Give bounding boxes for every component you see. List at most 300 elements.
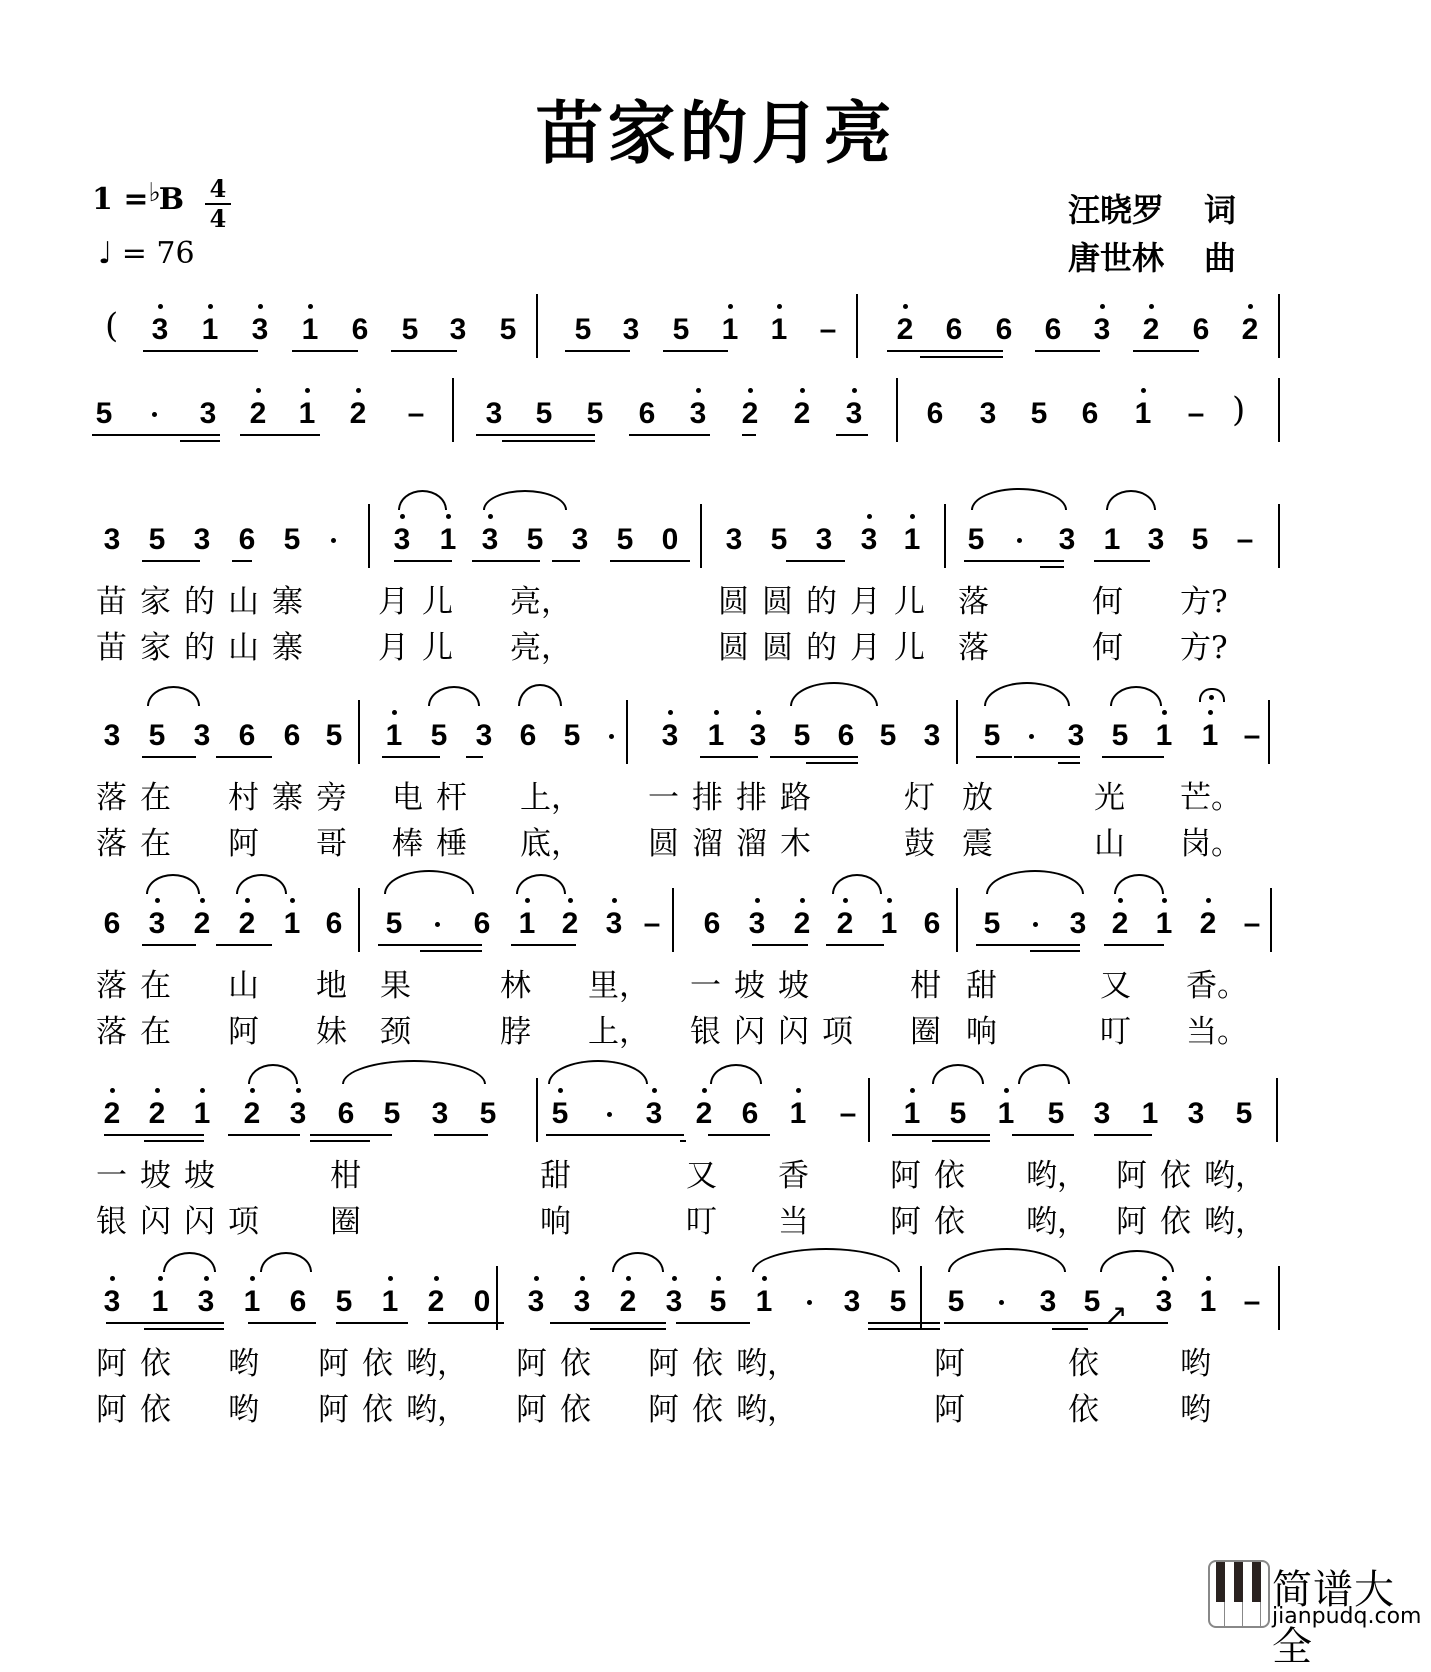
- tempo-value: = 76: [121, 236, 195, 271]
- note: 1: [721, 313, 739, 346]
- note: 2: [561, 907, 579, 940]
- high-octave-dot: [1141, 388, 1146, 393]
- high-octave-dot: [356, 388, 361, 393]
- high-octave-dot: [296, 1088, 301, 1093]
- barline: [1270, 888, 1272, 952]
- beam-underline: [216, 944, 272, 946]
- slur-arc: [342, 1060, 486, 1084]
- high-octave-dot: [1208, 710, 1213, 715]
- note: 1: [298, 397, 316, 430]
- lyric-syllable: 何: [1092, 584, 1123, 620]
- barline: [920, 1266, 922, 1330]
- high-octave-dot: [903, 304, 908, 309]
- beam-underline: [826, 944, 884, 946]
- slur-arc: [832, 874, 882, 894]
- beam-underline: [1088, 1322, 1168, 1324]
- lyric-syllable: 亮，: [510, 584, 572, 620]
- dash-extension: –: [1243, 1285, 1261, 1318]
- note: 6: [703, 907, 721, 940]
- lyric-syllable: 棰: [436, 826, 467, 862]
- note: 3: [1067, 719, 1085, 752]
- lyric-syllable: 坡: [778, 968, 809, 1004]
- lyric-syllable: 一: [96, 1158, 127, 1194]
- lyric-syllable: 又: [1100, 968, 1131, 1004]
- note: 2: [619, 1285, 637, 1318]
- slur-arc: [260, 1252, 312, 1272]
- slur-arc: [1110, 686, 1162, 706]
- barline: [856, 294, 858, 358]
- beam-underline: [1040, 566, 1064, 568]
- barline: [956, 700, 958, 764]
- lyric-syllable: 甜: [966, 968, 997, 1004]
- note: 1: [903, 523, 921, 556]
- high-octave-dot: [305, 388, 310, 393]
- high-octave-dot: [155, 1088, 160, 1093]
- lyric-syllable: 苗: [96, 630, 127, 666]
- lyric-syllable: 苗: [96, 584, 127, 620]
- augmentation-dot: [609, 734, 614, 739]
- note: 5: [385, 907, 403, 940]
- lyric-syllable: 旁: [316, 780, 347, 816]
- high-octave-dot: [755, 898, 760, 903]
- credits: [1068, 186, 1236, 282]
- beam-underline: [502, 440, 595, 442]
- note: 1: [1141, 1097, 1159, 1130]
- note: 3: [1093, 313, 1111, 346]
- lyric-syllable: 妹: [316, 1014, 347, 1050]
- lyric-syllable: 依: [362, 1346, 393, 1382]
- slur-arc: [483, 490, 567, 510]
- beam-underline: [1014, 756, 1080, 758]
- lyric-syllable: 阿: [318, 1392, 349, 1428]
- note: 5: [551, 1097, 569, 1130]
- piano-keys-icon: [1208, 1560, 1270, 1628]
- slur-arc: [146, 874, 200, 894]
- note: 6: [995, 313, 1013, 346]
- beam-underline: [232, 560, 252, 562]
- beam-underline: [1035, 350, 1100, 352]
- lyric-syllable: 哥: [316, 826, 347, 862]
- beam-underline: [806, 762, 858, 764]
- slur-arc: [248, 1064, 298, 1084]
- note: 3: [1093, 1097, 1111, 1130]
- beam-underline: [180, 440, 220, 442]
- slur-arc: [971, 488, 1067, 510]
- barline: [1276, 1078, 1278, 1142]
- high-octave-dot: [258, 304, 263, 309]
- tempo-marking: [98, 236, 195, 271]
- beam-underline: [92, 434, 220, 436]
- beam-underline: [887, 350, 1003, 352]
- slur-arc: [710, 1064, 762, 1084]
- barline: [358, 888, 360, 952]
- lyric-syllable: 圆: [762, 630, 793, 666]
- beam-underline: [292, 350, 358, 352]
- note: 5: [770, 523, 788, 556]
- beam-underline: [476, 434, 595, 436]
- note: 3: [1187, 1097, 1205, 1130]
- note: 3: [393, 523, 411, 556]
- beam-underline: [104, 1134, 204, 1136]
- lyric-syllable: 哟，: [406, 1346, 468, 1382]
- beam-underline: [336, 1322, 408, 1324]
- note: 2: [836, 907, 854, 940]
- high-octave-dot: [110, 1088, 115, 1093]
- beam-underline: [143, 350, 258, 352]
- note: 3: [845, 397, 863, 430]
- lyric-syllable: 闪: [184, 1204, 215, 1240]
- note: 2: [741, 397, 759, 430]
- lyric-syllable: 圆: [718, 630, 749, 666]
- lyric-syllable: 方?: [1180, 584, 1228, 620]
- augmentation-dot: [607, 1112, 612, 1117]
- lyric-syllable: 当。: [1186, 1014, 1248, 1050]
- beam-underline: [310, 1140, 370, 1142]
- lyric-syllable: 排: [736, 780, 767, 816]
- lyric-syllable: 寨: [272, 584, 303, 620]
- note: 6: [837, 719, 855, 752]
- beam-underline: [590, 1328, 666, 1330]
- note: 2: [793, 397, 811, 430]
- note: 1: [385, 719, 403, 752]
- augmentation-dot: [1033, 922, 1038, 927]
- beam-underline: [142, 756, 196, 758]
- note: 5: [1111, 719, 1129, 752]
- barline: [672, 888, 674, 952]
- note: 6: [103, 907, 121, 940]
- note: 3: [148, 907, 166, 940]
- high-octave-dot: [392, 710, 397, 715]
- note: 6: [519, 719, 537, 752]
- note: 3: [431, 1097, 449, 1130]
- slur-arc: [1114, 874, 1164, 894]
- beam-underline: [610, 560, 690, 562]
- beam-underline: [1052, 1328, 1088, 1330]
- key-prefix: 1 =: [92, 182, 149, 217]
- note: 3: [979, 397, 997, 430]
- lyric-syllable: 阿: [318, 1346, 349, 1382]
- barline: [944, 504, 946, 568]
- composer-role: 曲: [1204, 239, 1237, 277]
- lyric-syllable: 依: [560, 1346, 591, 1382]
- note: 2: [243, 1097, 261, 1130]
- beam-underline: [770, 756, 858, 758]
- barline: [1268, 700, 1270, 764]
- high-octave-dot: [446, 514, 451, 519]
- note: 1: [880, 907, 898, 940]
- lyric-syllable: 依: [934, 1204, 965, 1240]
- note: 5: [983, 719, 1001, 752]
- lyric-syllable: 底，: [520, 826, 582, 862]
- time-signature: [205, 176, 231, 232]
- beam-underline: [1094, 1134, 1152, 1136]
- note: 3: [197, 1285, 215, 1318]
- lyric-syllable: 哟: [228, 1346, 259, 1382]
- beam-underline: [106, 1322, 224, 1324]
- composer-line: [1068, 234, 1236, 282]
- note: 2: [1111, 907, 1129, 940]
- lyric-syllable: 项: [228, 1204, 259, 1240]
- lyricist-line: [1068, 186, 1236, 234]
- key-signature: [92, 178, 184, 217]
- note: 5: [1047, 1097, 1065, 1130]
- dash-extension: –: [839, 1097, 857, 1130]
- high-octave-dot: [777, 304, 782, 309]
- dash-extension: –: [1187, 397, 1205, 430]
- high-octave-dot: [245, 898, 250, 903]
- slur-arc: [932, 1064, 984, 1084]
- watermark-cn: 简谱大全: [1272, 1567, 1395, 1670]
- lyric-syllable: 哟，: [1204, 1204, 1266, 1240]
- lyric-syllable: 月: [378, 630, 409, 666]
- beam-underline: [1094, 560, 1150, 562]
- lyric-syllable: 闪: [778, 1014, 809, 1050]
- note: 3: [645, 1097, 663, 1130]
- lyric-syllable: 路: [780, 780, 811, 816]
- lyric-syllable: 阿: [228, 826, 259, 862]
- lyric-syllable: 山: [228, 584, 259, 620]
- high-octave-dot: [756, 710, 761, 715]
- note: 2: [238, 907, 256, 940]
- slur-arc: [236, 874, 287, 894]
- lyric-syllable: 溜: [692, 826, 723, 862]
- lyric-syllable: 银: [690, 1014, 721, 1050]
- note: 5: [879, 719, 897, 752]
- barline: [368, 504, 370, 568]
- beam-underline: [976, 756, 1012, 758]
- beam-underline: [676, 1322, 750, 1324]
- barline: [536, 294, 538, 358]
- note: 2: [793, 907, 811, 940]
- note: 6: [741, 1097, 759, 1130]
- time-signature-top: 4: [209, 174, 227, 203]
- lyric-syllable: 依: [1160, 1204, 1191, 1240]
- lyric-syllable: 香: [778, 1158, 809, 1194]
- barline: [496, 1266, 498, 1330]
- lyric-syllable: 在: [140, 1014, 171, 1050]
- lyric-syllable: 一: [648, 780, 679, 816]
- lyric-syllable: 阿: [516, 1392, 547, 1428]
- lyric-syllable: 何: [1092, 630, 1123, 666]
- beam-underline: [142, 944, 196, 946]
- lyric-syllable: 响: [540, 1204, 571, 1240]
- beam-underline: [786, 560, 845, 562]
- dash-extension: –: [643, 907, 661, 940]
- lyric-syllable: 圆: [762, 584, 793, 620]
- beam-underline: [1133, 350, 1199, 352]
- lyric-syllable: 又: [686, 1158, 717, 1194]
- lyric-syllable: 亮，: [510, 630, 572, 666]
- lyric-syllable: 哟: [1180, 1392, 1211, 1428]
- note: 6: [923, 907, 941, 940]
- high-octave-dot: [580, 1276, 585, 1281]
- beam-underline: [944, 1322, 1088, 1324]
- lyric-syllable: 项: [822, 1014, 853, 1050]
- lyric-syllable: 上，: [520, 780, 582, 816]
- lyric-syllable: 果: [380, 968, 411, 1004]
- beam-underline: [700, 756, 758, 758]
- barline: [1278, 378, 1280, 442]
- lyric-syllable: 依: [1068, 1392, 1099, 1428]
- high-octave-dot: [887, 898, 892, 903]
- lyric-syllable: 圆: [718, 584, 749, 620]
- lyric-syllable: 哟: [1180, 1346, 1211, 1382]
- lyric-syllable: 光: [1094, 780, 1125, 816]
- note: 1: [789, 1097, 807, 1130]
- high-octave-dot: [200, 1088, 205, 1093]
- beam-underline: [420, 950, 482, 952]
- high-octave-dot: [1162, 710, 1167, 715]
- note: 1: [1155, 719, 1173, 752]
- lyric-syllable: 家: [140, 630, 171, 666]
- barline: [452, 378, 454, 442]
- high-octave-dot: [796, 1088, 801, 1093]
- high-octave-dot: [843, 898, 848, 903]
- slur-arc: [147, 686, 200, 706]
- beam-underline: [550, 1322, 666, 1324]
- beam-underline: [976, 944, 1080, 946]
- note: 1: [1103, 523, 1121, 556]
- slur-arc: [548, 1060, 648, 1084]
- lyric-syllable: 灯: [904, 780, 935, 816]
- lyric-syllable: 圆: [648, 826, 679, 862]
- composer-name: 唐世林: [1068, 239, 1165, 277]
- note: 3: [605, 907, 623, 940]
- high-octave-dot: [652, 1088, 657, 1093]
- lyric-syllable: 的: [806, 630, 837, 666]
- augmentation-dot: [1029, 734, 1034, 739]
- note: 3: [251, 313, 269, 346]
- beam-underline: [1058, 762, 1080, 764]
- augmentation-dot: [331, 538, 336, 543]
- flat-icon: ♭: [148, 178, 161, 208]
- note: 3: [289, 1097, 307, 1130]
- lyric-syllable: 阿: [1116, 1158, 1147, 1194]
- lyric-syllable: 寨: [272, 630, 303, 666]
- note: 1: [1155, 907, 1173, 940]
- lyric-syllable: 山: [228, 630, 259, 666]
- song-title: 苗家的月亮: [535, 95, 896, 174]
- note: 5: [1191, 523, 1209, 556]
- note: 5: [563, 719, 581, 752]
- slur-arc: [518, 684, 562, 706]
- lyric-syllable: 颈: [380, 1014, 411, 1050]
- slur-arc: [384, 870, 474, 894]
- note: 6: [945, 313, 963, 346]
- lyric-syllable: 哟，: [1026, 1158, 1088, 1194]
- lyric-syllable: 闪: [140, 1204, 171, 1240]
- dash-extension: –: [1243, 907, 1261, 940]
- note: 6: [283, 719, 301, 752]
- note: 2: [427, 1285, 445, 1318]
- beam-underline: [868, 1328, 940, 1330]
- lyric-syllable: 哟，: [1026, 1204, 1088, 1240]
- beam-underline: [434, 1134, 488, 1136]
- beam-underline: [394, 560, 452, 562]
- lyric-syllable: 儿: [422, 584, 453, 620]
- high-octave-dot: [1248, 304, 1253, 309]
- note: 5: [967, 523, 985, 556]
- note: 3: [622, 313, 640, 346]
- lyric-syllable: 落: [958, 630, 989, 666]
- lyric-syllable: 响: [966, 1014, 997, 1050]
- dash-extension: –: [1236, 523, 1254, 556]
- high-octave-dot: [716, 1276, 721, 1281]
- note: 5: [947, 1285, 965, 1318]
- lyric-syllable: 在: [140, 826, 171, 862]
- lyric-syllable: 阿: [648, 1392, 679, 1428]
- high-octave-dot: [626, 1276, 631, 1281]
- barline: [626, 700, 628, 764]
- lyric-syllable: 落: [958, 584, 989, 620]
- high-octave-dot: [204, 1276, 209, 1281]
- note: 0: [473, 1285, 491, 1318]
- note: 5: [325, 719, 343, 752]
- augmentation-dot: [152, 412, 157, 417]
- lyric-syllable: 山: [228, 968, 259, 1004]
- lyricist-name: 汪晓罗: [1068, 191, 1165, 229]
- note: 6: [289, 1285, 307, 1318]
- lyric-syllable: 山: [1094, 826, 1125, 862]
- note: 3: [748, 907, 766, 940]
- high-octave-dot: [672, 1276, 677, 1281]
- high-octave-dot: [250, 1088, 255, 1093]
- lyric-syllable: 鼓: [904, 826, 935, 862]
- barline: [536, 1078, 538, 1142]
- lyric-syllable: 月: [850, 630, 881, 666]
- lyric-syllable: 圈: [330, 1204, 361, 1240]
- lyric-syllable: 依: [140, 1392, 171, 1428]
- beam-underline: [892, 1134, 990, 1136]
- note: 6: [1044, 313, 1062, 346]
- lyric-syllable: 芒。: [1180, 780, 1242, 816]
- slur-arc: [516, 874, 566, 894]
- note: 3: [449, 313, 467, 346]
- high-octave-dot: [200, 898, 205, 903]
- note: 1: [1199, 1285, 1217, 1318]
- close-paren: ): [1232, 390, 1246, 430]
- note: 3: [661, 719, 679, 752]
- barline: [1278, 294, 1280, 358]
- high-octave-dot: [714, 710, 719, 715]
- note: 3: [527, 1285, 545, 1318]
- lyric-syllable: 阿: [96, 1346, 127, 1382]
- lyric-syllable: 林: [500, 968, 531, 1004]
- beam-underline: [428, 1322, 504, 1324]
- barline: [700, 504, 702, 568]
- high-octave-dot: [910, 514, 915, 519]
- note: 5: [793, 719, 811, 752]
- lyric-syllable: 坡: [140, 1158, 171, 1194]
- beam-underline: [708, 1134, 770, 1136]
- note: 3: [475, 719, 493, 752]
- beam-underline: [964, 560, 1064, 562]
- note: 6: [638, 397, 656, 430]
- note: 5: [889, 1285, 907, 1318]
- lyricist-role: 词: [1204, 191, 1237, 229]
- beam-underline: [142, 560, 200, 562]
- barline: [868, 1078, 870, 1142]
- beam-underline: [868, 1322, 940, 1324]
- note: 3: [725, 523, 743, 556]
- slur-arc: [984, 682, 1070, 706]
- note: 5: [430, 719, 448, 752]
- lyric-syllable: 阿: [228, 1014, 259, 1050]
- lyric-syllable: 上，: [588, 1014, 650, 1050]
- slur-arc: [1018, 1064, 1070, 1084]
- dash-extension: –: [1243, 719, 1261, 752]
- note: 5: [1083, 1285, 1101, 1318]
